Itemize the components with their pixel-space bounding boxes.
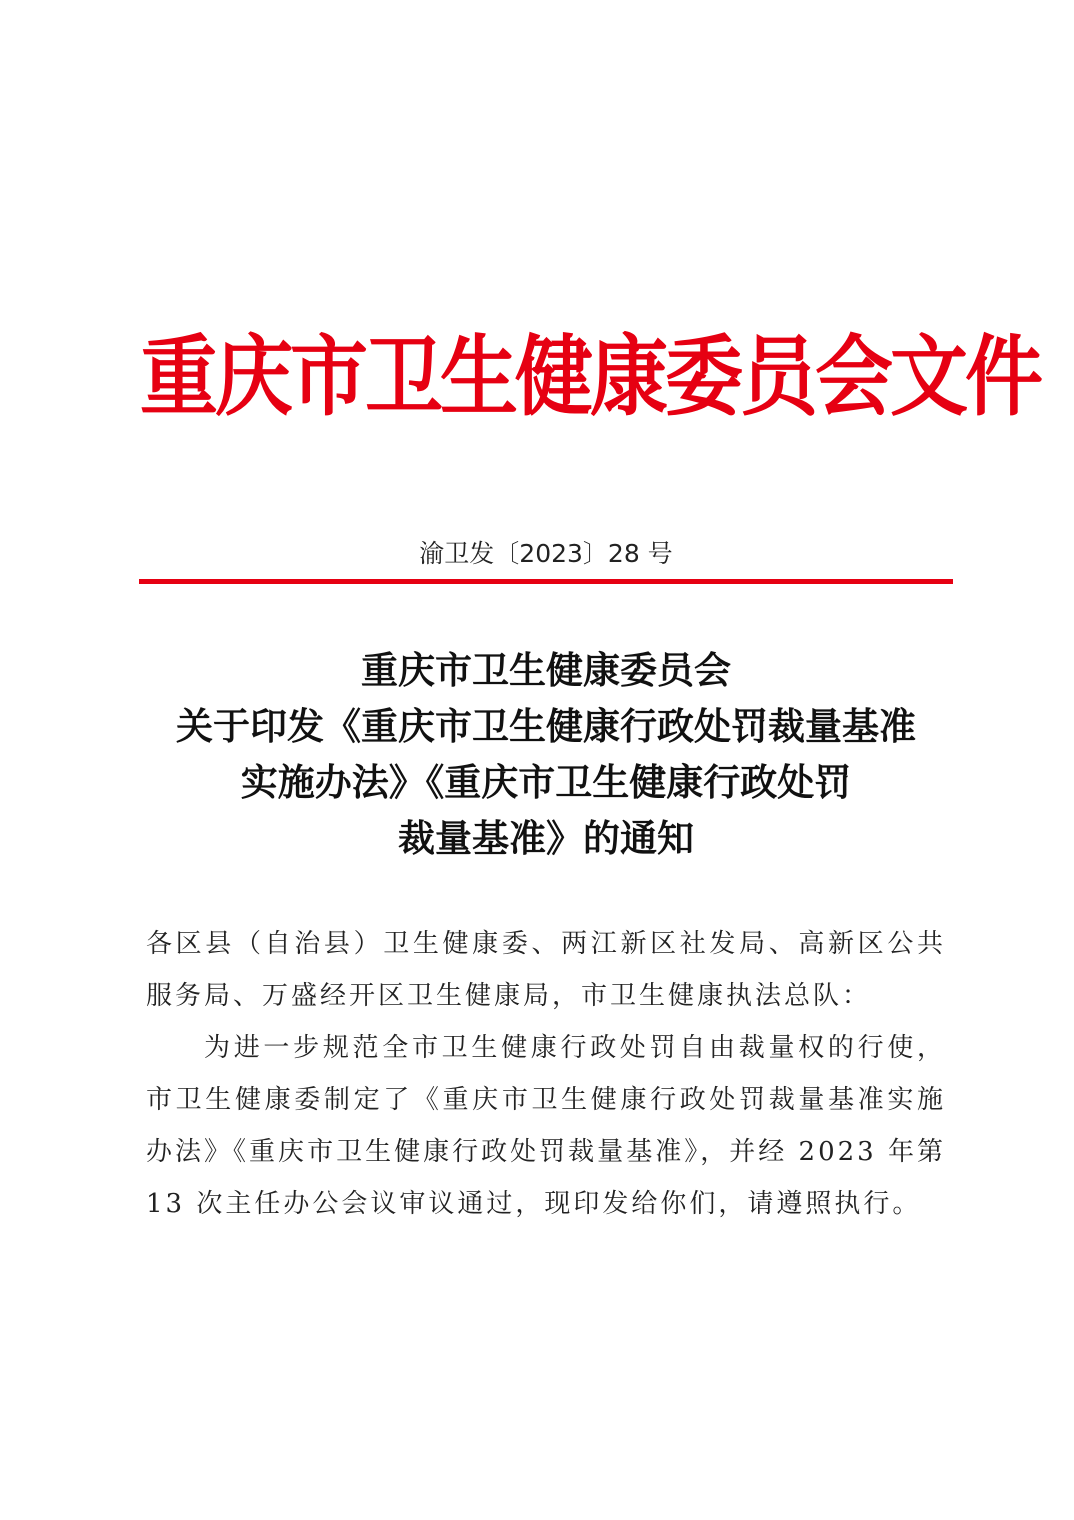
document-body	[146, 918, 946, 1230]
document-title	[140, 642, 952, 866]
issuer-heading: 重庆市卫生健康委员会文件	[140, 326, 1041, 429]
title-line: 重庆市卫生健康委员会	[361, 648, 731, 692]
body-paragraph: 为进一步规范全市卫生健康行政处罚自由裁量权的行使，市卫生健康委制定了《重庆市卫生健康行政处罚裁量基准实施办法》《重庆市卫生健康行政处罚裁量基准》，并经 2023 年第 13 次主任办公会议审议通过，现印发给你们，请遵照执行。	[146, 1033, 946, 1219]
title-line: 关于印发《重庆市卫生健康行政处罚裁量基准	[176, 704, 916, 748]
red-divider-line	[139, 579, 953, 584]
document-number: 渝卫发〔2023〕28 号	[419, 539, 673, 568]
title-line: 裁量基准》的通知	[398, 816, 694, 860]
title-line: 实施办法》《重庆市卫生健康行政处罚	[240, 760, 852, 804]
salutation: 各区县（自治县）卫生健康委、两江新区社发局、高新区公共服务局、万盛经开区卫生健康局，市卫生健康执法总队：	[146, 929, 946, 1011]
